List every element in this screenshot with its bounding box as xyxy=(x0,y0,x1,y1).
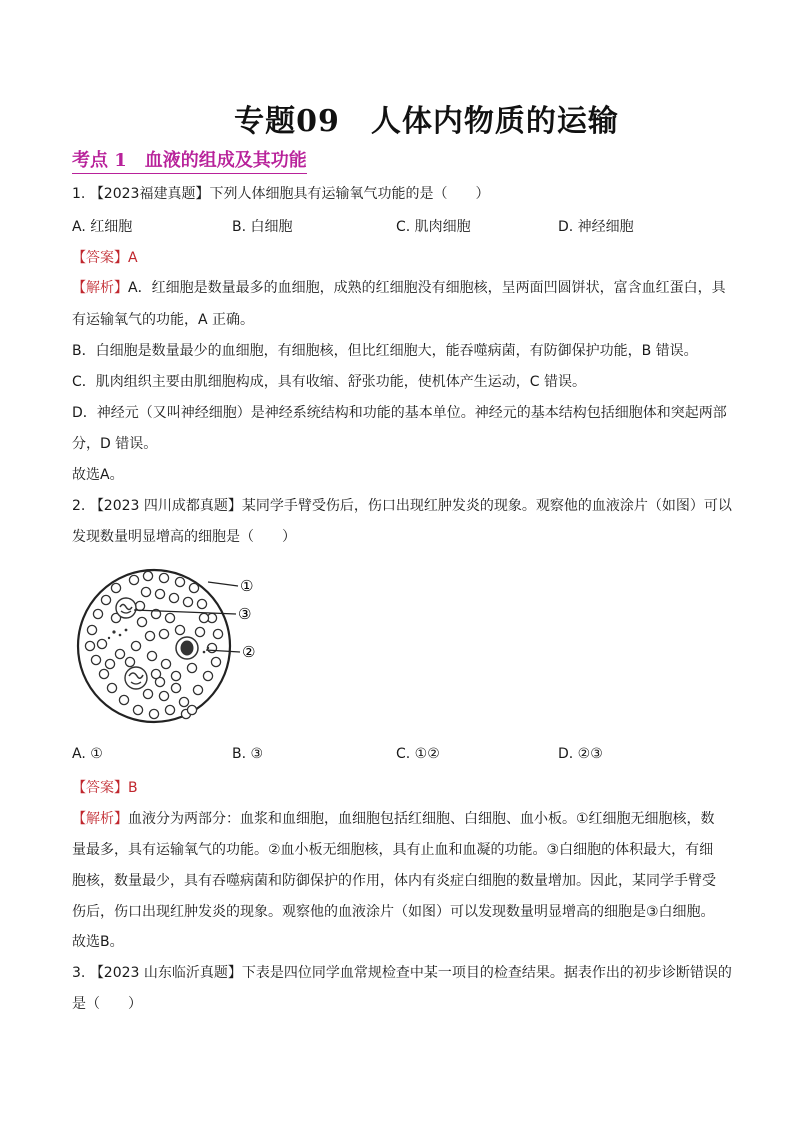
red-blood-cell xyxy=(175,625,184,634)
red-blood-cell xyxy=(129,575,138,584)
red-blood-cell xyxy=(97,639,106,648)
q1-analysis-line: C．肌肉组织主要由肌细胞构成，具有收缩、舒张功能，使机体产生运动，C 错误。 xyxy=(72,374,586,390)
red-blood-cell xyxy=(101,595,110,604)
question-2-stem-cont: 发现数量明显增高的细胞是（ ） xyxy=(72,529,296,545)
red-blood-cell xyxy=(183,597,192,606)
red-blood-cell xyxy=(149,709,158,718)
red-blood-cell xyxy=(193,685,202,694)
question-2-stem: 2. 【2023 四川成都真题】某同学手臂受伤后，伤口出现红肿发炎的现象。观察他的血液涂片（如图）可以 xyxy=(72,498,732,514)
q1-answer: 【答案】A xyxy=(72,250,138,266)
question-1-stem: 1. 【2023福建真题】下列人体细胞具有运输氧气功能的是（ ） xyxy=(72,186,490,202)
red-blood-cell xyxy=(171,671,180,680)
q2-option-d: D. ②③ xyxy=(558,746,603,762)
white-blood-cell-bottom xyxy=(125,667,147,689)
red-blood-cell xyxy=(147,651,156,660)
red-blood-cell xyxy=(159,573,168,582)
q1-option-d: D. 神经细胞 xyxy=(558,219,634,235)
red-blood-cell xyxy=(165,705,174,714)
label-1: ① xyxy=(240,577,254,595)
label-3: ③ xyxy=(238,605,252,623)
red-blood-cell xyxy=(111,583,120,592)
red-blood-cell xyxy=(211,657,220,666)
q1-option-a: A. 红细胞 xyxy=(72,219,133,235)
q2-option-c: C. ①② xyxy=(396,746,440,762)
q1-analysis-line: D．神经元（又叫神经细胞）是神经系统结构和功能的基本单位。神经元的基本结构包括细胞体和突起两部 xyxy=(72,405,727,421)
red-blood-cell xyxy=(175,577,184,586)
red-blood-cell xyxy=(155,589,164,598)
red-blood-cell xyxy=(115,649,124,658)
q2-option-a: A. ① xyxy=(72,746,103,762)
red-blood-cell xyxy=(143,571,152,580)
red-blood-cell xyxy=(151,669,160,678)
q2-option-b: B. ③ xyxy=(232,746,264,762)
question-3-stem-cont: 是（ ） xyxy=(72,996,142,1012)
red-blood-cell xyxy=(161,659,170,668)
red-blood-cell xyxy=(187,705,196,714)
white-blood-cell-top xyxy=(116,598,136,618)
q1-option-b: B. 白细胞 xyxy=(232,219,293,235)
q1-analysis-line: 有运输氧气的功能，A 正确。 xyxy=(72,312,255,328)
red-blood-cell xyxy=(99,669,108,678)
label-2: ② xyxy=(242,643,256,661)
red-blood-cell xyxy=(85,641,94,650)
q1-analysis-line: B．白细胞是数量最少的血细胞，有细胞核，但比红细胞大，能吞噬病菌，有防御保护功能，B 错误。 xyxy=(72,343,698,359)
q1-analysis-line: 分，D 错误。 xyxy=(72,436,158,452)
q2-analysis-line: 【解析】血液分为两部分：血浆和血细胞，血细胞包括红细胞、白细胞、血小板。①红细胞无细胞核，数 xyxy=(72,811,715,827)
blood-smear-figure xyxy=(76,564,276,734)
red-blood-cell xyxy=(203,671,212,680)
q1-analysis-line: 【解析】A．红细胞是数量最多的血细胞，成熟的红细胞没有细胞核，呈两面凹圆饼状，富含血红蛋白，具 xyxy=(72,280,726,296)
red-blood-cell xyxy=(213,629,222,638)
red-blood-cell xyxy=(131,641,140,650)
red-blood-cell xyxy=(135,601,144,610)
red-blood-cell xyxy=(107,683,116,692)
q1-analysis-line: 故选A。 xyxy=(72,467,124,483)
q2-analysis-line: 伤后，伤口出现红肿发炎的现象。观察他的血液涂片（如图）可以发现数量明显增高的细胞是③白细胞。 xyxy=(72,904,715,920)
red-blood-cell xyxy=(195,627,204,636)
q1-option-c: C. 肌肉细胞 xyxy=(396,219,471,235)
red-blood-cell xyxy=(105,659,114,668)
q2-analysis-line: 故选B。 xyxy=(72,934,124,950)
red-blood-cell xyxy=(125,657,134,666)
red-blood-cell xyxy=(159,629,168,638)
red-blood-cell xyxy=(189,583,198,592)
red-blood-cell xyxy=(141,587,150,596)
red-blood-cell xyxy=(165,613,174,622)
red-blood-cell xyxy=(171,683,180,692)
red-blood-cell xyxy=(87,625,96,634)
red-blood-cell xyxy=(197,599,206,608)
section-heading: 考点 1 血液的组成及其功能 xyxy=(72,146,307,174)
red-blood-cell xyxy=(119,695,128,704)
red-blood-cell xyxy=(159,691,168,700)
red-blood-cell xyxy=(145,631,154,640)
red-blood-cell xyxy=(91,655,100,664)
page-title: 专题09 人体内物质的运输 xyxy=(234,104,619,139)
q2-answer: 【答案】B xyxy=(72,780,138,796)
red-blood-cell xyxy=(179,697,188,706)
pointer-line-1 xyxy=(208,582,238,586)
red-blood-cell xyxy=(137,617,146,626)
red-blood-cell xyxy=(199,613,208,622)
question-3-stem: 3. 【2023 山东临沂真题】下表是四位同学血常规检查中某一项目的检查结果。据表作出的初步诊断错误的 xyxy=(72,965,732,981)
red-blood-cell xyxy=(133,705,142,714)
q2-analysis-line: 量最多，具有运输氧气的功能。②血小板无细胞核，具有止血和血凝的功能。③白细胞的体积最大，有细 xyxy=(72,842,714,858)
red-blood-cell xyxy=(93,609,102,618)
q2-analysis-line: 胞核，数量最少，具有吞噬病菌和防御保护的作用，体内有炎症白细胞的数量增加。因此，某同学手臂受 xyxy=(72,873,716,889)
red-blood-cell xyxy=(187,663,196,672)
red-blood-cell xyxy=(169,593,178,602)
large-nucleated-cell xyxy=(176,637,198,659)
red-blood-cell xyxy=(143,689,152,698)
